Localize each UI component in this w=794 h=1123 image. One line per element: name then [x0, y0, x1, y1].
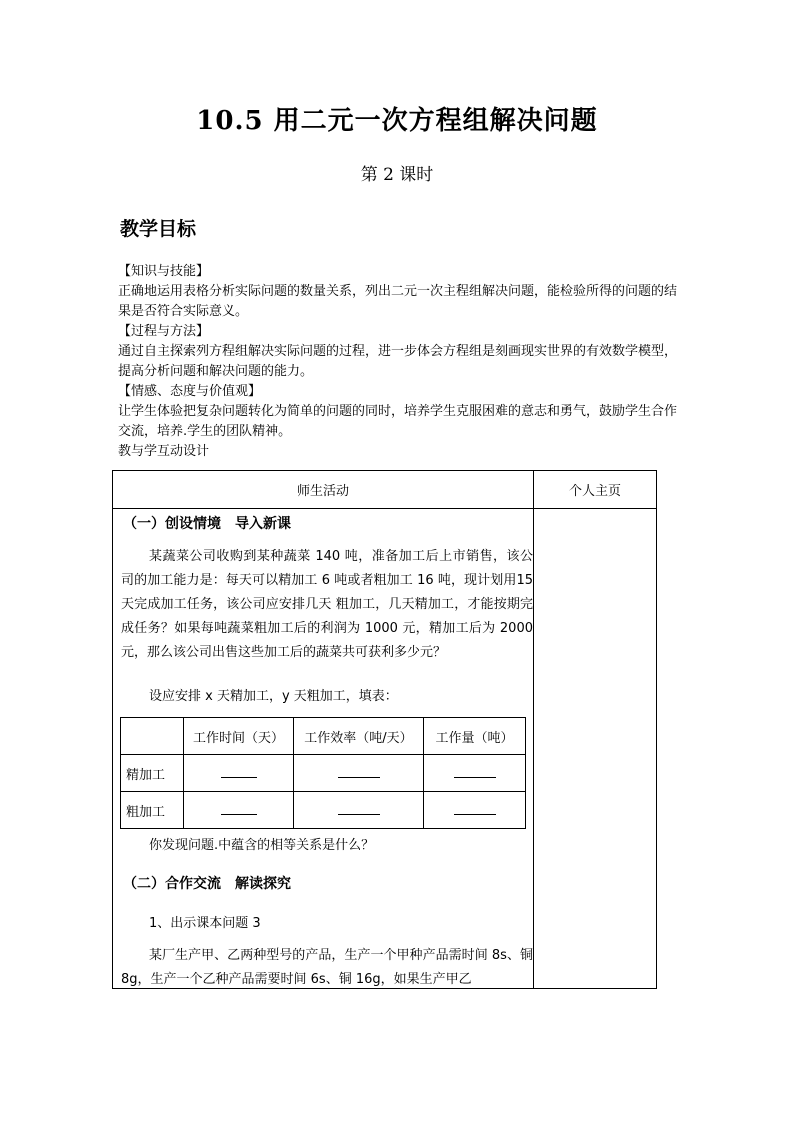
part1-setup: 设应安排 x 天精加工，y 天粗加工，填表： [149, 689, 398, 704]
fill-header-amount: 工作量（吨） [424, 718, 526, 755]
blank-cell[interactable] [184, 755, 294, 792]
emotion-heading: 【情感、态度与价值观】 [118, 384, 262, 399]
header-activity: 师生活动 [113, 471, 534, 509]
knowledge-text: 正确地运用表格分析实际问题的数量关系，列出二元一次主程组解决问题，能检验所得的问题的结果是否符合实际意义。 [118, 284, 678, 319]
part1-problem: 某蔬菜公司收购到某种蔬菜 140 吨，准备加工后上市销售，该公司的加工能力是：每天可以精加工 6 吨或者粗加工 16 吨，现计划用15 天完成加工任务，该公司应安排几天 粗加工，几天精加工，才能按期完成任务？如果每吨蔬菜粗加工后的利润为 1000 元，精加工后为 2000 元，那么该公司出售这些加工后的蔬菜共可获利多少元？ [121, 549, 533, 660]
part2-problem: 某厂生产甲、乙两种型号的产品，生产一个甲种产品需时间 8s、铜 8g，生产一个乙种产品需要时间 6s、铜 16g，如果生产甲乙 [121, 948, 533, 987]
knowledge-heading: 【知识与技能】 [118, 264, 210, 279]
blank-line [338, 802, 380, 815]
lesson-design-table [112, 470, 657, 989]
blank-line [454, 765, 496, 778]
personal-page-cell[interactable] [534, 509, 657, 989]
blank-line [338, 765, 380, 778]
part1-heading: （一）创设情境 导入新课 [123, 516, 291, 532]
blank-line [221, 765, 257, 778]
blank-cell[interactable] [424, 792, 526, 829]
fill-table-header-row [121, 718, 526, 755]
table-row [121, 755, 526, 792]
fill-header-empty [121, 718, 184, 755]
process-text: 通过自主探索列方程组解决实际问题的过程，进一步体会方程组是刻画现实世界的有效数学模型，提高分析问题和解决问题的能力。 [118, 344, 678, 379]
row-label-rough: 粗加工 [121, 792, 184, 829]
blank-cell[interactable] [294, 755, 424, 792]
part2-heading: （二）合作交流 解读探究 [123, 876, 291, 892]
lesson-subtitle: 第 2 课时 [360, 165, 434, 185]
interaction-label: 教与学互动设计 [118, 444, 210, 459]
section-heading-goals: 教学目标 [120, 218, 197, 240]
fill-in-table [120, 717, 526, 829]
page-title: 10.5 用二元一次方程组解决问题 [196, 106, 598, 136]
fill-header-time: 工作时间（天） [184, 718, 294, 755]
activity-cell [113, 509, 534, 989]
emotion-text: 让学生体验把复杂问题转化为简单的问题的同时，培养学生克服困难的意志和勇气，鼓励学生合作交流，培养.学生的团队精神。 [118, 404, 678, 439]
fill-header-efficiency: 工作效率（吨/天） [294, 718, 424, 755]
blank-cell[interactable] [424, 755, 526, 792]
part1-question: 你发现问题.中蕴含的相等关系是什么？ [149, 838, 375, 853]
blank-line [221, 802, 257, 815]
process-heading: 【过程与方法】 [118, 324, 210, 339]
part2-item1: 1、出示课本问题 3 [149, 916, 261, 931]
header-personal: 个人主页 [534, 471, 657, 509]
row-label-fine: 精加工 [121, 755, 184, 792]
table-row [121, 792, 526, 829]
teaching-goals [118, 262, 678, 462]
blank-cell[interactable] [184, 792, 294, 829]
blank-cell[interactable] [294, 792, 424, 829]
blank-line [454, 802, 496, 815]
